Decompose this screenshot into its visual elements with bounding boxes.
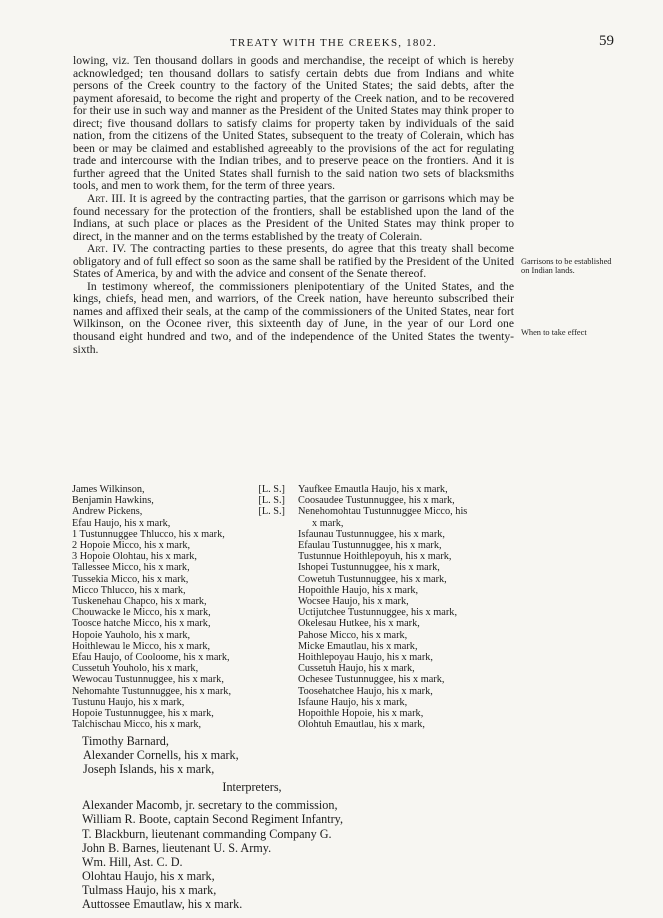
witness-line: Timothy Barnard, xyxy=(82,734,169,748)
signature-line: Hopoie Tustunnuggee, his x mark, xyxy=(72,708,214,720)
signature-line: Toosehatchee Haujo, his x mark, xyxy=(298,685,433,697)
seal-mark: [L. S.] xyxy=(258,506,285,518)
signature-line: Cowetuh Tustunnuggee, his x mark, xyxy=(298,573,447,585)
signature-line: Wewocau Tustunnuggee, his x mark, xyxy=(72,674,224,686)
page-number: 59 xyxy=(599,33,614,49)
signature-line: 1 Tustunnuggee Thlucco, his x mark, xyxy=(72,528,225,540)
signatures-right-column xyxy=(298,484,528,730)
interpreter-line: Auttossee Emautlaw, his x mark. xyxy=(82,897,243,912)
signature-line: Efau Haujo, his x mark, xyxy=(72,517,171,529)
interpreter-line: William R. Boote, captain Second Regiment Infantry, xyxy=(82,812,344,827)
signature-line: Ishopei Tustunnuggee, his x mark, xyxy=(298,562,440,574)
signature-line: Tustunu Haujo, his x mark, xyxy=(72,696,185,708)
signature-line: Chouwacke le Micco, his x mark, xyxy=(72,607,211,619)
article-3-text: It is agreed by the contracting parties, that the garrison or garrisons which may be found necessary for the protection of the frontiers, shall be established upon the land of the Indians, at such place or places as the President of the United States may think proper to direct, in the manner and on the terms established by the treaty of Colerain. xyxy=(73,192,514,243)
signature-line: Toosce hatche Micco, his x mark, xyxy=(72,618,211,630)
signature-line: Olohtuh Emautlau, his x mark, xyxy=(298,719,425,731)
margin-note-garrisons: Garrisons to be established on Indian lands. xyxy=(521,257,612,275)
paragraph-payments: lowing, viz. Ten thousand dollars in goods and merchandise, the receipt of which is hereby acknowledged; ten thousand dollars to satisfy certain debts due from Indians and white persons of the Creek country to the factory of the United States; the said debts, after the payment aforesaid, to become the right and property of the Creek nation, and to be recovered for their use in such way and manner as the President of the United States may think proper to direct; five thousand dollars to satisfy claims for property taken by individuals of the said nation, from the citizens of the United States, subsequent to the treaty of Colerain, which has been or may be claimed and established agreeably to the provisions of the act for regulating trade and intercourse with the Indian tribes, and to preserve peace on the frontiers. And it is further agreed that the United States shall furnish to the said nation two sets of blacksmiths tools, and men to work them, for the term of three years. xyxy=(73,54,514,193)
signature-line: Efaulau Tustunnuggee, his x mark, xyxy=(298,540,442,552)
interpreter-line: Tulmass Haujo, his x mark, xyxy=(82,882,217,897)
witness-line: Alexander Cornells, his x mark, xyxy=(83,748,239,763)
paragraph-testimony: In testimony whereof, the commissioners plenipotentiary of the United States, and the kings, chiefs, head men, and warriors, of the Creek nation, have hereunto subscribed their names and affixed their seals, at the camp of the commissioners of the United States, near fort Wilkinson, on the Oconee river, this sixteenth day of June, in the year of our Lord one thousand eight hundred and two, and of the independence of the United States the twenty-sixth. xyxy=(73,279,514,356)
margin-note-effect: When to take effect xyxy=(521,328,587,337)
signature-line: Tustunnue Hoithlepoyuh, his x mark, xyxy=(298,551,452,563)
signature-line: Wocsee Haujo, his x mark, xyxy=(298,596,409,608)
signature-line: Okelesau Hutkee, his x mark, xyxy=(298,618,420,630)
signature-line: Isfaune Haujo, his x mark, xyxy=(298,696,408,708)
signature-line: Ochesee Tustunnuggee, his x mark, xyxy=(298,674,445,686)
signature-line: Efau Haujo, of Cooloome, his x mark, xyxy=(72,652,230,664)
signature-line: Hoithlewau le Micco, his x mark, xyxy=(72,640,211,652)
signature-line: Hoithlepoyau Haujo, his x mark, xyxy=(298,652,433,664)
interpreters-heading: Interpreters, xyxy=(222,780,282,795)
signature-commissioner: James Wilkinson, [L. S.] xyxy=(72,484,285,495)
signature-line: Coosaudee Tustunnuggee, his x mark, xyxy=(298,495,455,507)
interpreter-line: Wm. Hill, Ast. C. D. xyxy=(82,854,183,869)
interpreter-line: Olohtau Haujo, his x mark, xyxy=(82,868,215,883)
paragraph-article-3 xyxy=(73,193,514,243)
signature-line: 3 Hopoie Olohtau, his x mark, xyxy=(72,551,197,563)
signature-line: Nehomahte Tustunnuggee, his x mark, xyxy=(72,685,232,697)
signature-line: Uctijutchee Tustunnuggee, his x mark, xyxy=(298,607,458,619)
running-head: TREATY WITH THE CREEKS, 1802. xyxy=(230,37,437,49)
signature-commissioner: Benjamin Hawkins, [L. S.] xyxy=(72,495,285,507)
signature-line: Isfaunau Tustunnuggee, his x mark, xyxy=(298,528,446,540)
witness-line: Joseph Islands, his x mark, xyxy=(83,762,215,777)
signature-line: Tuskenehau Chapco, his x mark, xyxy=(72,596,207,608)
signature-line: Micco Thlucco, his x mark, xyxy=(72,584,186,596)
signature-line: Hopoithle Haujo, his x mark, xyxy=(298,584,419,596)
signature-line: Tussekia Micco, his x mark, xyxy=(72,573,189,585)
signature-line: Pahose Micco, his x mark, xyxy=(298,629,408,641)
signatures-left-column xyxy=(72,484,292,730)
paragraph-article-4 xyxy=(73,243,514,281)
signature-line: Hopoie Yauholo, his x mark, xyxy=(72,629,191,641)
treaty-body-text xyxy=(73,55,514,356)
article-3-label: Art. III. xyxy=(87,192,126,206)
interpreter-line: Alexander Macomb, jr. secretary to the commission, xyxy=(82,798,338,813)
article-4-label: Art. IV. xyxy=(87,242,127,256)
signature-line: Nenehomohtau Tustunnuggee Micco, his xyxy=(298,506,468,518)
signature-line: Yaufkee Emautla Haujo, his x mark, xyxy=(298,484,448,495)
seal-mark: [L. S.] xyxy=(258,495,285,507)
interpreter-line: T. Blackburn, lieutenant commanding Company G. xyxy=(82,826,332,841)
article-4-text: The contracting parties to these presents, do agree that this treaty shall become obligatory and of full effect so soon as the same shall be ratified by the President of the United States of America, by and with the advice and consent of the Senate thereof. xyxy=(73,242,514,281)
signature-line: 2 Hopoie Micco, his x mark, xyxy=(72,540,191,552)
signature-line: Cussetuh Youholo, his x mark, xyxy=(72,663,199,675)
signature-line: Hopoithle Hopoie, his x mark, xyxy=(298,708,424,720)
signature-line: Cussetuh Haujo, his x mark, xyxy=(298,663,415,675)
signature-commissioner: Andrew Pickens, [L. S.] xyxy=(72,506,285,518)
signature-line-continued: x mark, xyxy=(312,517,344,529)
witnesses-and-interpreters xyxy=(82,734,422,911)
interpreter-line: John B. Barnes, lieutenant U. S. Army. xyxy=(82,840,272,855)
signature-line: Micke Emautlau, his x mark, xyxy=(298,640,418,652)
seal-mark: [L. S.] xyxy=(258,484,285,495)
signature-line: Talchischau Micco, his x mark, xyxy=(72,719,202,731)
signature-line: Tallessee Micco, his x mark, xyxy=(72,562,190,574)
